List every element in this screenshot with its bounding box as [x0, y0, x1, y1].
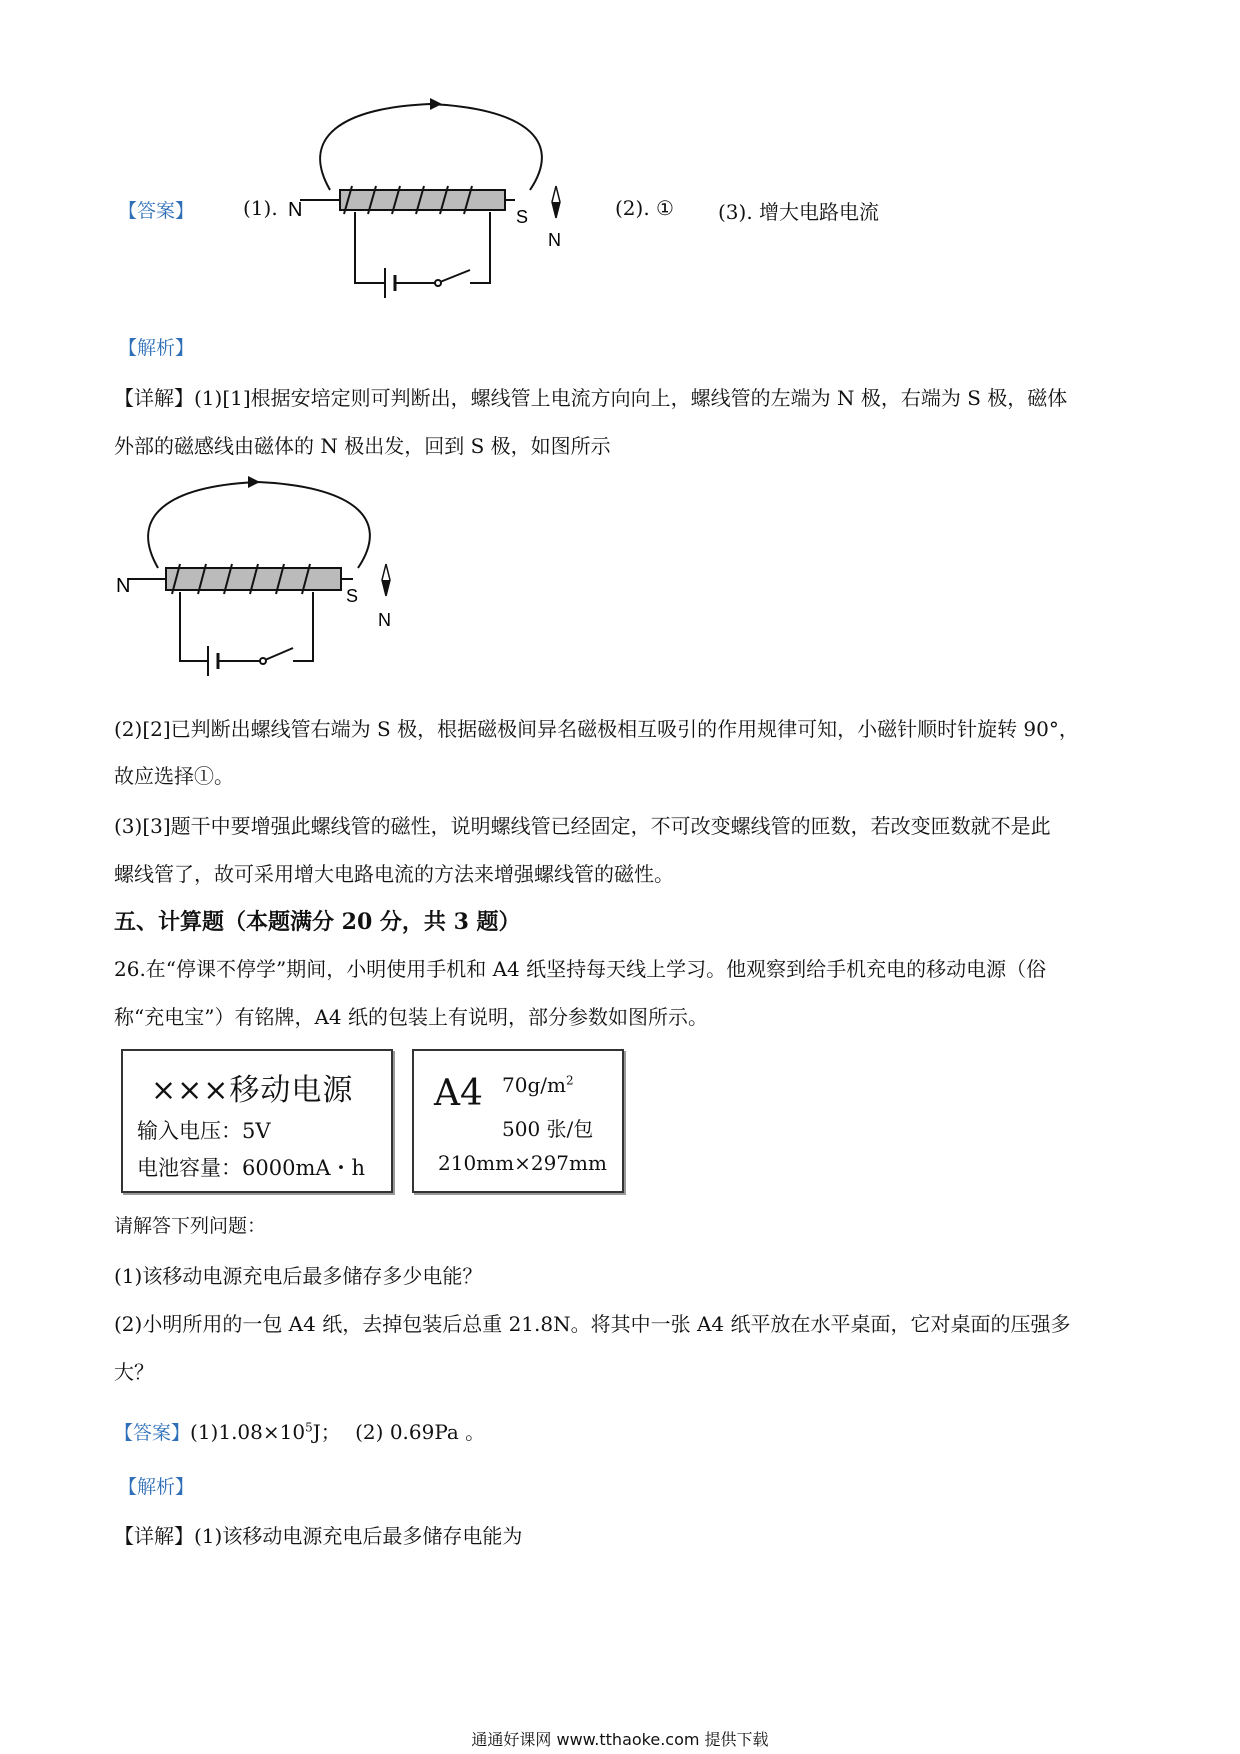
field-arrow-icon: [248, 476, 260, 488]
detail-1-line-2: 外部的磁感线由磁体的 N 极出发，回到 S 极，如图所示: [114, 434, 611, 458]
field-arrow-icon: [430, 98, 442, 110]
question-26-line-1: 26.在“停课不停学”期间，小明使用手机和 A4 纸坚持每天线上学习。他观察到给手机充电的移动电源（俗: [114, 957, 1047, 981]
prompt-text: 请解答下列问题：: [114, 1215, 267, 1237]
detail-3-line-2: 螺线管了，故可采用增大电路电流的方法来增强螺线管的磁性。: [114, 862, 674, 886]
left-pole-label: N: [116, 575, 131, 597]
solenoid-diagram-answer: [280, 98, 590, 313]
answer-item-1: (1).: [243, 196, 278, 220]
needle-pole-label: N: [548, 230, 561, 250]
right-pole-label: S: [516, 207, 529, 227]
left-pole-label: N: [288, 199, 303, 221]
answer-2-a1-prefix: (1)1.08×10: [190, 1420, 306, 1444]
section-heading: 五、计算题（本题满分 20 分，共 3 题）: [114, 909, 521, 935]
page-footer: 通通好课网 www.tthaoke.com 提供下载: [471, 1730, 769, 1749]
nameplate-title: ×××移动电源: [151, 1073, 354, 1108]
field-line: [148, 482, 370, 568]
detail-3-line-1: (3)[3]题干中要增强此螺线管的磁性，说明螺线管已经固定，不可改变螺线管的匝数，若改变匝数就不是此: [114, 814, 1051, 838]
a4-count: 500 张/包: [502, 1117, 594, 1141]
analysis-tag: 【解析】: [118, 337, 195, 359]
a4-title: A4: [434, 1073, 483, 1114]
sub-question-2-line-1: (2)小明所用的一包 A4 纸，去掉包装后总重 21.8N。将其中一张 A4 纸平放在水平桌面，它对桌面的压强多: [114, 1312, 1071, 1336]
field-line: [320, 104, 542, 190]
analysis-tag: 【解析】: [118, 1476, 195, 1498]
a4-size: 210mm×297mm: [438, 1151, 607, 1175]
a4-paper-label: [412, 1049, 624, 1193]
answer-tag: 【答案】: [118, 200, 195, 222]
nameplate-capacity: 电池容量：6000mA・h: [137, 1156, 366, 1180]
sub-question-2-line-2: 大？: [114, 1360, 154, 1384]
answer-2-line: [114, 1416, 485, 1445]
detail-1-line-1: 【详解】(1)[1]根据安培定则可判断出，螺线管上电流方向向上，螺线管的左端为 N 极，右端为 S 极，磁体: [114, 386, 1068, 410]
right-pole-label: S: [346, 586, 359, 606]
a4-density: [502, 1073, 574, 1097]
detail-final: 【详解】(1)该移动电源充电后最多储存电能为: [114, 1524, 523, 1548]
answer-tag: 【答案】: [114, 1422, 191, 1444]
answer-2-a1-exp: 5: [305, 1420, 313, 1435]
detail-2-line-2: 故应选择①。: [114, 764, 234, 788]
needle-pole-label: N: [378, 610, 391, 630]
answer-2-a1-suffix: J；: [312, 1420, 341, 1444]
nameplate-input-voltage: 输入电压：5V: [137, 1119, 271, 1143]
detail-2-line-1: (2)[2]已判断出螺线管右端为 S 极，根据磁极间异名磁极相互吸引的作用规律可知，小磁针顺时针旋转 90°，: [114, 717, 1079, 741]
a4-density-exp: 2: [565, 1073, 574, 1088]
solenoid-diagram-explanation: [108, 476, 408, 691]
a4-density-base: 70g/m: [502, 1073, 566, 1097]
question-26-line-2: 称“充电宝”）有铭牌，A4 纸的包装上有说明，部分参数如图所示。: [114, 1005, 708, 1029]
sub-question-1: (1)该移动电源充电后最多储存多少电能？: [114, 1264, 483, 1288]
answer-item-2: (2). ①: [615, 196, 674, 220]
power-bank-nameplate: [121, 1049, 393, 1193]
answer-2-a2: (2) 0.69Pa 。: [355, 1420, 486, 1444]
answer-item-3: (3). 增大电路电流: [718, 200, 880, 224]
